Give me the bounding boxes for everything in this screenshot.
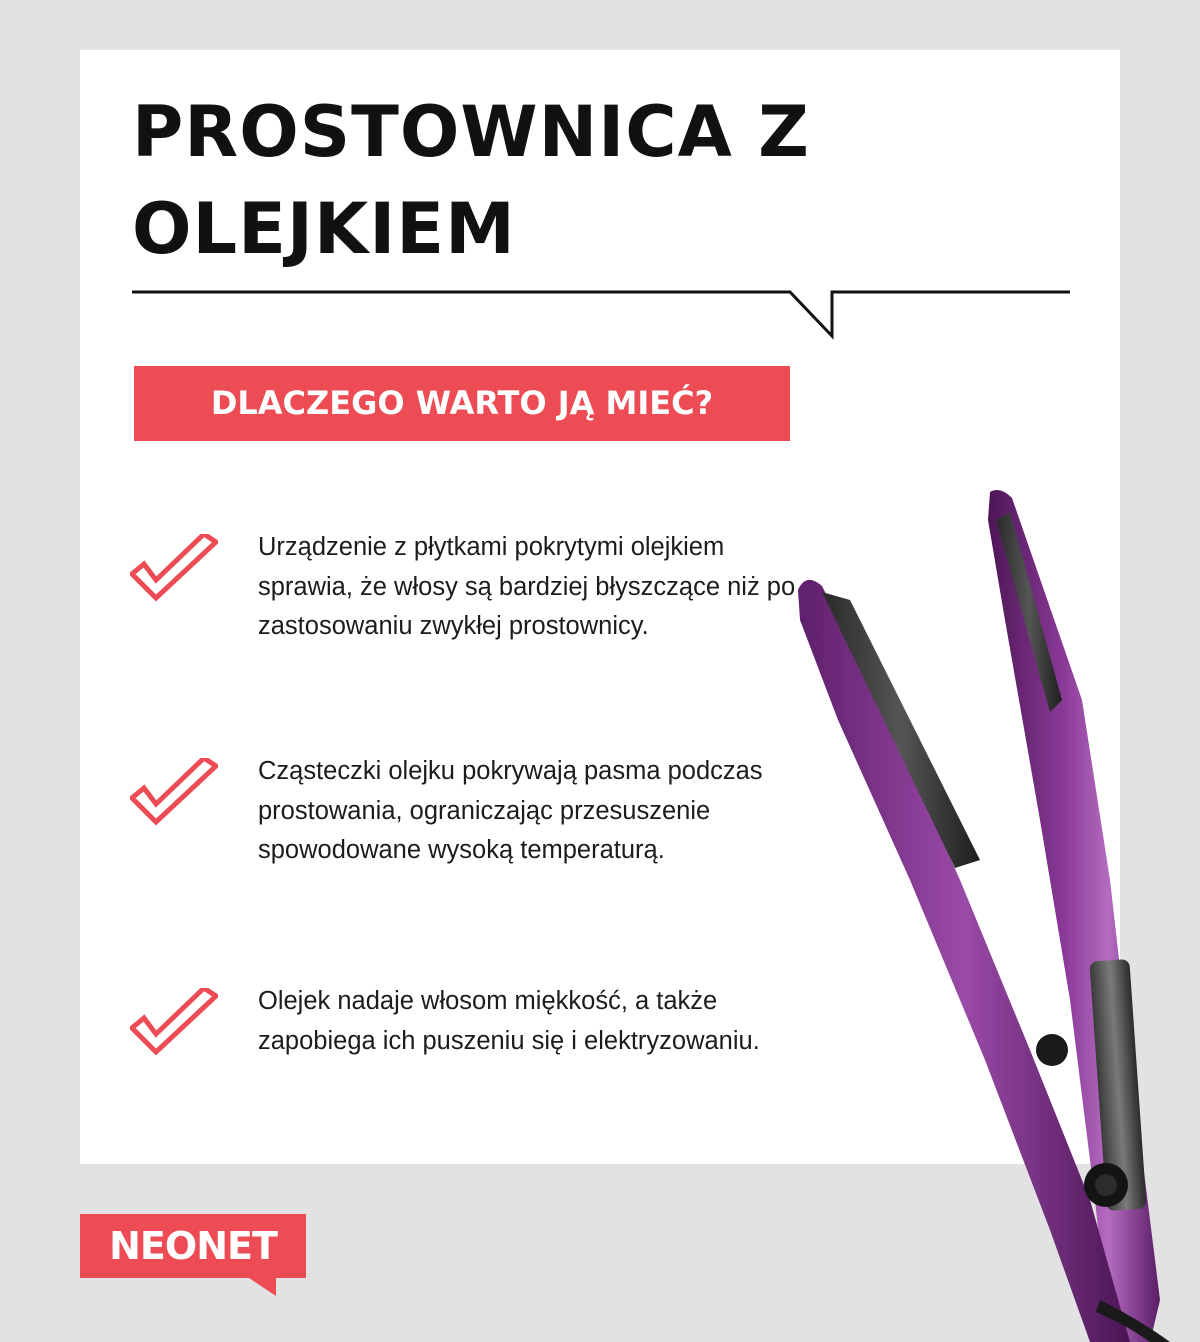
page-title: PROSTOWNICA Z OLEJKIEM: [132, 91, 810, 270]
brand-logo: NEONET: [109, 1224, 277, 1268]
feature-text: Cząsteczki olejku pokrywają pasma podczas prostowania, ograniczając przesuszenie spowodowane wysoką temperaturą.: [258, 757, 763, 864]
feature-text: Urządzenie z płytkami pokrytymi olejkiem sprawia, że włosy są bardziej błyszczące niż po zastosowaniu zwykłej prostownicy.: [258, 533, 796, 640]
section-badge: DLACZEGO WARTO JĄ MIEĆ?: [134, 366, 790, 441]
feature-text: Olejek nadaje włosom miękkość, a także zapobiega ich puszeniu się i elektryzowaniu.: [258, 987, 760, 1055]
